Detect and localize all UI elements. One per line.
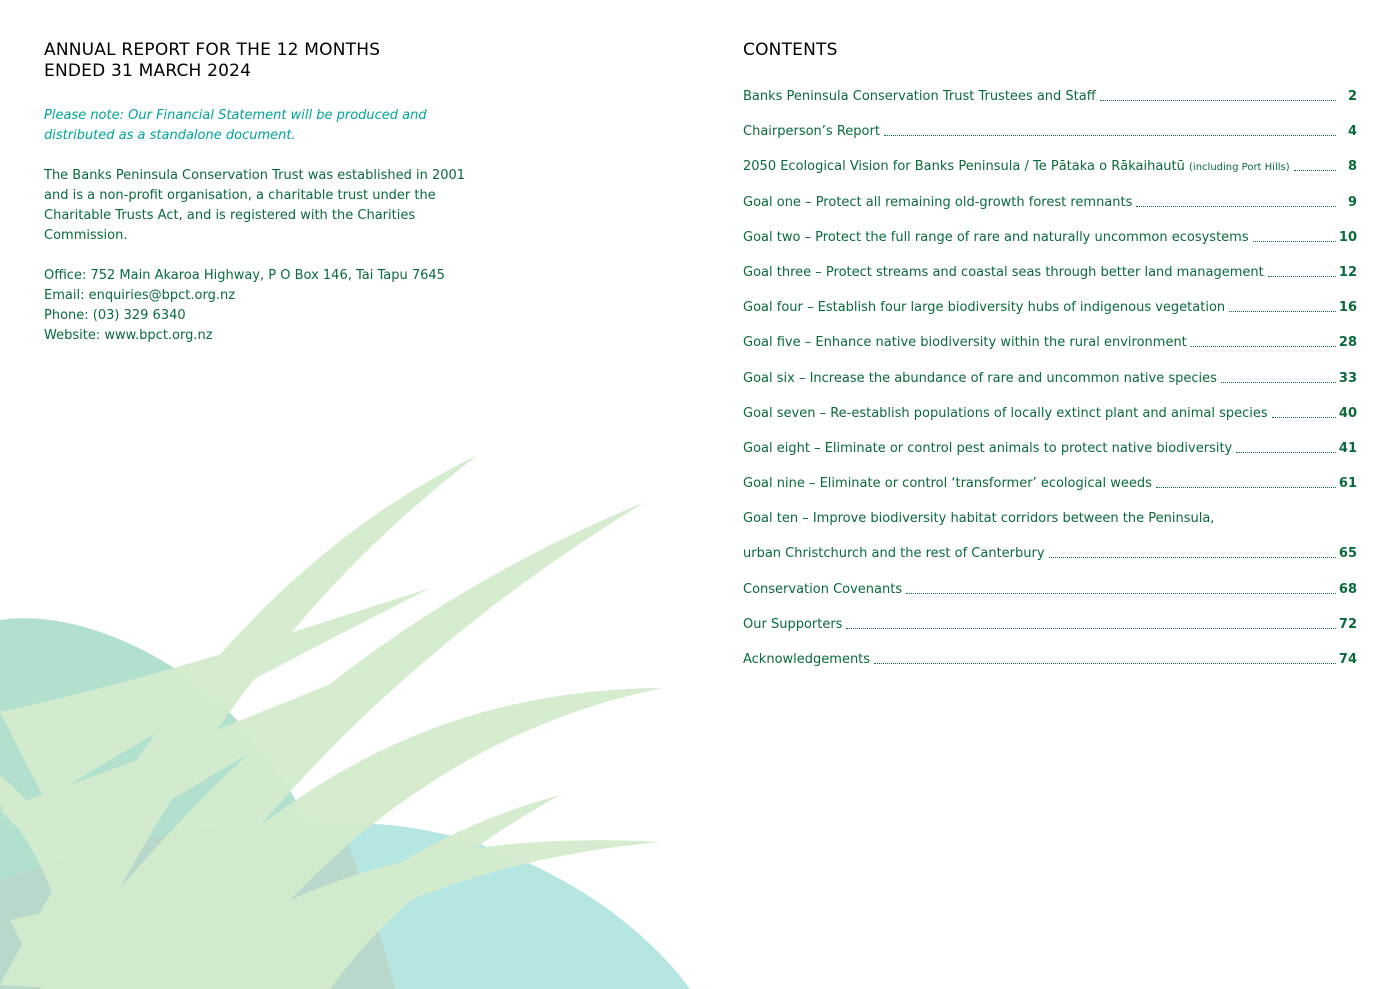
toc-entry-title-text: Goal eight – Eliminate or control pest animals to protect native biodiversity <box>743 440 1233 456</box>
toc-entry-title-text: Banks Peninsula Conservation Trust Trustees and Staff <box>743 89 1096 104</box>
toc-dot-leader <box>1272 405 1336 418</box>
toc-page-number: 16 <box>1338 300 1357 316</box>
toc-entry[interactable] <box>743 88 1357 123</box>
toc-dot-leader <box>1049 545 1336 558</box>
toc-entry-title <box>743 651 870 668</box>
toc-dot-leader <box>874 651 1336 664</box>
toc-entry-title-text: Conservation Covenants <box>743 581 903 597</box>
toc-page-number: 40 <box>1338 405 1357 421</box>
toc-entry[interactable] <box>743 299 1357 334</box>
toc-entry-title-text: Goal two – Protect the full range of rare and naturally uncommon ecosystems <box>743 229 1249 245</box>
contents-title: CONTENTS <box>743 40 838 60</box>
toc-entry-title <box>743 616 842 633</box>
office-address: Office: 752 Main Akaroa Highway, P O Box 146, Tai Tapu 7645 <box>44 268 445 283</box>
toc-page-number: 72 <box>1338 616 1357 632</box>
toc-entry-title-text: Our Supporters <box>743 616 843 632</box>
toc-entry-title-text: Goal seven – Re-establish populations of locally extinct plant and animal species <box>743 405 1268 421</box>
toc-dot-leader <box>906 581 1336 594</box>
toc-entry[interactable] <box>743 405 1357 440</box>
back-hill-shape <box>0 618 395 989</box>
phone-number: Phone: (03) 329 6340 <box>44 308 186 323</box>
toc-entry-title-text: Goal five – Enhance native biodiversity within the rural environment <box>743 335 1187 351</box>
toc-page-number: 65 <box>1338 546 1357 562</box>
website-address: Website: www.bpct.org.nz <box>44 328 213 343</box>
toc-entry-title <box>743 123 880 140</box>
grass-blades <box>0 455 662 989</box>
toc-entry-title <box>743 88 1096 105</box>
toc-entry-title-text: Goal six – Increase the abundance of rare and uncommon native species <box>743 370 1217 386</box>
toc-entry[interactable] <box>743 440 1357 475</box>
toc-entry-title-text: Acknowledgements <box>743 652 871 667</box>
table-of-contents <box>743 88 1357 686</box>
toc-entry-title-text: Goal ten – Improve biodiversity habitat corridors between the Peninsula, <box>743 511 1215 527</box>
toc-entry-title <box>743 334 1187 351</box>
front-hill-shape <box>0 822 690 989</box>
contact-details <box>44 266 484 346</box>
toc-page-number: 74 <box>1338 652 1357 667</box>
trust-description: The Banks Peninsula Conservation Trust was established in 2001 and is a non-profit organisation, a charitable trust under the Charitable Trusts Act, and is registered with the Charities Commission. <box>44 168 466 243</box>
toc-entry-title <box>743 264 1264 281</box>
toc-page-number: 4 <box>1347 124 1357 140</box>
toc-entry-title <box>743 510 1214 527</box>
toc-entry-title <box>743 545 1045 562</box>
toc-entry-title <box>743 194 1132 211</box>
toc-entry[interactable] <box>743 194 1357 229</box>
toc-dot-leader <box>884 123 1336 136</box>
toc-entry-title-text: Chairperson’s Report <box>743 124 880 140</box>
toc-entry-title <box>743 405 1268 422</box>
email-address: Email: enquiries@bpct.org.nz <box>44 288 236 303</box>
toc-page-number: 33 <box>1338 370 1357 386</box>
toc-dot-leader <box>1191 334 1336 347</box>
left-page <box>44 40 484 346</box>
toc-dot-leader <box>1253 229 1336 242</box>
toc-entry-title-text: Goal nine – Eliminate or control ‘transformer’ ecological weeds <box>743 476 1152 492</box>
toc-dot-leader <box>1268 264 1336 277</box>
toc-page-number: 61 <box>1338 476 1357 492</box>
right-page <box>743 40 1357 686</box>
toc-entry-title-text: Goal one – Protect all remaining old-growth forest remnants <box>743 194 1133 210</box>
toc-page-number: 9 <box>1347 194 1357 210</box>
toc-dot-leader <box>846 616 1335 629</box>
toc-dot-leader <box>1136 194 1336 207</box>
toc-page-number: 41 <box>1338 440 1357 456</box>
toc-entry-note: (including Port Hills) <box>1189 162 1290 174</box>
report-title-line1: ANNUAL REPORT FOR THE 12 MONTHS <box>44 40 381 60</box>
toc-dot-leader <box>1221 370 1336 383</box>
toc-entry[interactable] <box>743 510 1357 545</box>
toc-page-number: 12 <box>1338 264 1357 280</box>
toc-page-number: 10 <box>1338 229 1357 245</box>
toc-entry-title <box>743 475 1152 492</box>
toc-dot-leader <box>1156 475 1336 488</box>
toc-entry[interactable] <box>743 158 1357 193</box>
toc-entry-title <box>743 440 1232 457</box>
toc-entry[interactable] <box>743 651 1357 686</box>
financial-statement-note: Please note: Our Financial Statement will be produced and distributed as a standalone document. <box>44 108 427 143</box>
report-title <box>44 40 484 82</box>
toc-entry[interactable] <box>743 616 1357 651</box>
toc-entry[interactable] <box>743 123 1357 158</box>
toc-page-number: 8 <box>1347 159 1357 175</box>
toc-entry-title-text: Goal three – Protect streams and coastal seas through better land management <box>743 264 1264 280</box>
toc-dot-leader <box>1236 440 1336 453</box>
toc-page-number: 28 <box>1338 335 1357 351</box>
toc-page-number: 2 <box>1347 89 1357 104</box>
toc-entry[interactable] <box>743 334 1357 369</box>
toc-entry-title <box>743 370 1217 387</box>
toc-entry-title-text: Goal four – Establish four large biodiversity hubs of indigenous vegetation <box>743 300 1226 316</box>
toc-entry-title <box>743 581 902 598</box>
hill-overlap-shape <box>0 821 395 989</box>
toc-entry[interactable] <box>743 370 1357 405</box>
toc-dot-leader <box>1294 158 1336 171</box>
toc-page-number: 68 <box>1338 581 1357 597</box>
toc-entry[interactable] <box>743 581 1357 616</box>
toc-entry-title <box>743 229 1249 246</box>
toc-entry[interactable] <box>743 229 1357 264</box>
toc-entry-title-text: 2050 Ecological Vision for Banks Peninsula / Te Pātaka o Rākaihautū <box>743 159 1185 175</box>
toc-entry-title <box>743 158 1290 176</box>
toc-dot-leader <box>1229 299 1336 312</box>
toc-entry-title <box>743 299 1225 316</box>
report-title-line2: ENDED 31 MARCH 2024 <box>44 61 252 81</box>
toc-entry[interactable] <box>743 264 1357 299</box>
toc-entry[interactable] <box>743 545 1357 580</box>
toc-entry[interactable] <box>743 475 1357 510</box>
toc-dot-leader <box>1100 88 1336 101</box>
toc-entry-title-text: urban Christchurch and the rest of Canterbury <box>743 546 1045 562</box>
